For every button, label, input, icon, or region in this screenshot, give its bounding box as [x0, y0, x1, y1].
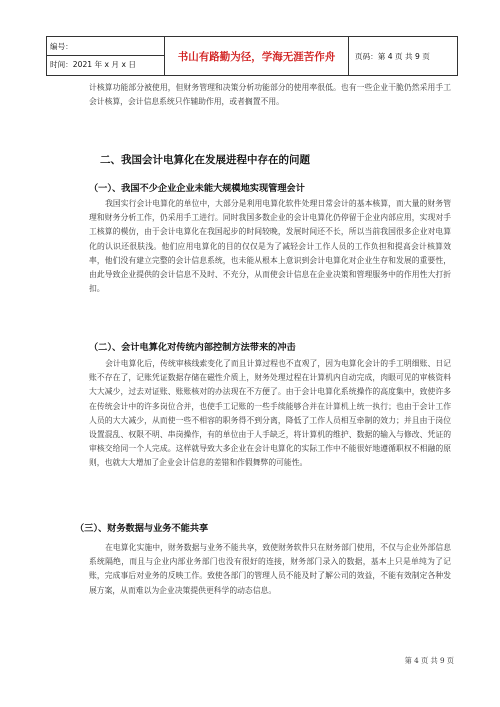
subsection-2-heading: （二）、会计电算化对传统内部控制方法带来的冲击 [89, 342, 296, 353]
header-motto-cell [165, 37, 349, 75]
document-header-table [46, 36, 458, 76]
header-motto: 书山有路勤为径，学海无涯苦作舟 [177, 50, 336, 63]
header-page-label: 页码：第 4 页 共 9 页 [355, 52, 430, 61]
header-info-cell [47, 37, 165, 75]
header-page-cell [349, 37, 457, 75]
subsection-2-paragraph: 会计电算化后，传统审核线索变化了而且计算过程也不直观了，因为电算化会计的手工明细账、日记账不存在了，记账凭证数据存储在磁性介质上，财务处理过程在计算机内自动完成，肉眼可见的审核资料大大减少，过去对证账、账账核对的办法现在不方便了。由于会计电算化系统操作的高度集中，致使许多在传统会计中的许多岗位合并，也使手工记账的一些手续能够合并在计算机上统一执行；也由于会计工作人员的大大减少，从而使一些不相容的职务得不到分离，降低了工作人员相互牵制的效力；并且由于岗位设置混乱、权限不明、串岗操作，有的单位由于人手缺乏，将计算机的维护、数据的输入与修改、凭证的审核交给同一个人完成。这样就导致大多企业在会计电算化的实际工作中不能很好地遵循职权不相融的原则，也就大大增加了企业会计信息的差错和作假舞弊的可能性。 [89, 359, 451, 468]
subsection-1-paragraph: 我国实行会计电算化的单位中，大部分是利用电算化软件处理日常会计的基本核算，而大量的财务管理和财务分析工作，仍采用手工进行。同时我国多数企业的会计电算化仍停留于企业内部应用，实现对手工核算的模仿，由于会计电算化在我国起步的时间较晚，发展时间还不长，所以当前我国很多企业对电算化的认识还很肤浅。他们应用电算化的目的仅仅是为了减轻会计工作人员的工作负担和提高会计核算效率，他们没有建立完整的会计信息系统，也未能从根本上意识到会计电算化对企业生存和发展的重要性，由此导致企业提供的会计信息不及时、不充分，从而使会计信息在企业决策和管理服务中的作用性大打折扣。 [89, 199, 451, 294]
header-time-label: 时间：2021 年 x 月 x 日 [50, 60, 136, 69]
header-number-label: 编号： [50, 42, 73, 51]
intro-paragraph: 计核算功能部分被使用，但财务管理和决策分析功能部分的使用率很低。也有一些企业干脆仍然采用手工会计核算，会计信息系统只作辅助作用，或者搁置不用。 [89, 83, 451, 107]
section-heading: 二、我国会计电算化在发展进程中存在的问题 [100, 154, 310, 166]
subsection-3-heading: （三）、财务数据与业务不能共享 [75, 523, 209, 534]
subsection-1-heading: （一）、我国不少企业企业未能大规模地实现管理会计 [89, 183, 305, 194]
subsection-3-paragraph: 在电算化实施中，财务数据与业务不能共享，致使财务软件只在财务部门使用，不仅与企业外部信息系统隔绝，而且与企业内部业务部门也没有很好的连接，财务部门录入的数据，基本上只是单纯为了记账，完成事后对业务的反映工作。致使各部门的管理人员不能及时了解公司的效益，不能有效制定各种发展方案，从而难以为企业决策提供更科学的动态信息。 [89, 543, 451, 595]
page-footer: 第 4 页 共 9 页 [404, 656, 454, 665]
